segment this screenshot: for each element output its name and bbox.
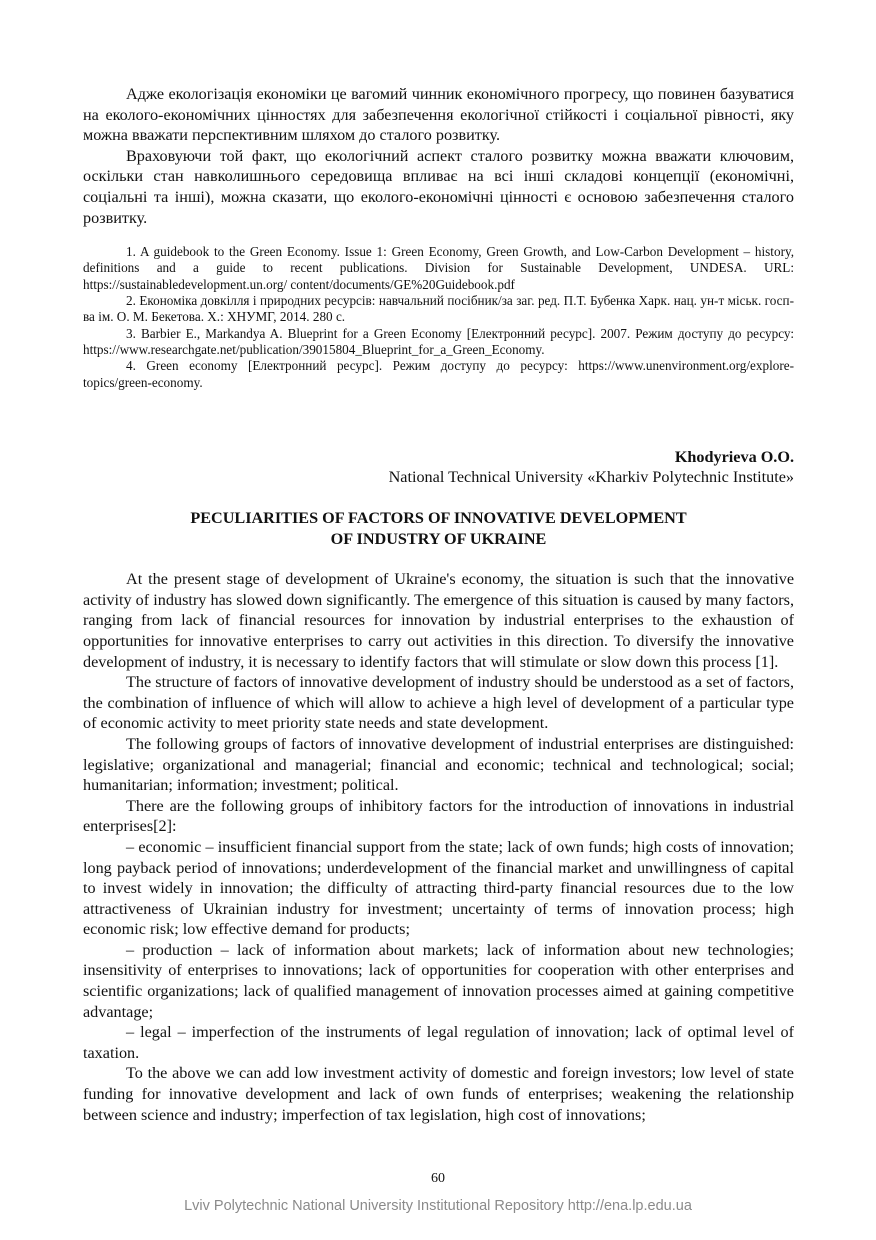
article-paragraph: The following groups of factors of innovative development of industrial enterprises are distinguished: legislative; organizational and managerial; financial and economic; technical and technological; social; humanitarian; information; investment; political.	[83, 734, 794, 795]
intro-paragraph: Адже екологізація економіки це вагомий чинник економічного прогресу, що повинен базуватися на еколого-економічних цінностях для забезпечення екологічної стійкості і соціальної рівності, яку можна вважати перспективним шляхом до сталого розвитку.	[83, 85, 794, 145]
intro-paragraph: Враховуючи той факт, що екологічний аспект сталого розвитку можна вважати ключовим, оскільки стан навколишнього середовища впливає на всі інші складові концепції (економічні, соціальні та інші), можна сказати, що еколого-економічні цінності є основою забезпечення сталого розвитку.	[83, 146, 794, 227]
article-title-line: PECULIARITIES OF FACTORS OF INNOVATIVE DEVELOPMENT	[190, 509, 687, 528]
author-affiliation: National Technical University «Kharkiv Polytechnic Institute»	[388, 468, 794, 487]
author-name: Khodyrieva O.O.	[674, 447, 794, 466]
article-list-item: – legal – imperfection of the instruments of legal regulation of innovation; lack of optimal level of taxation.	[83, 1023, 794, 1062]
article-list-item: – economic – insufficient financial support from the state; lack of own funds; high costs of innovation; long payback period of innovations; underdevelopment of the financial market and unwillingness of capital to invest widely in innovation; the difficulty of attracting third-party financial resources due to the low attractiveness of Ukrainian industry for investment; uncertainty of terms of innovation process; high economic risk; low effective demand for products;	[83, 837, 794, 939]
article-title-line: OF INDUSTRY OF UKRAINE	[330, 529, 547, 548]
reference-item: 1. A guidebook to the Green Economy. Issue 1: Green Economy, Green Growth, and Low-Carbon Development – history, definitions and a guide to recent publications. Division for Sustainable Development, UNDESA. URL: https://sustainabledevelopment.un.org/ content/documents/GE%20Guidebook.pdf	[83, 244, 794, 292]
article-list-item: – production – lack of information about markets; lack of information about new technologies; insensitivity of enterprises to innovations; lack of opportunities for cooperation with other enterprises and scientific organizations; lack of qualified management of innovation processes aimed at gaining competitive advantage;	[83, 940, 794, 1021]
article-title	[83, 508, 794, 549]
author-block	[83, 447, 794, 488]
article-paragraph: At the present stage of development of Ukraine's economy, the situation is such that the innovative activity of industry has slowed down significantly. The emergence of this situation is caused by many factors, ranging from lack of financial resources for innovation by industrial enterprises to the exhaustion of opportunities for innovative enterprises to carry out activities in this direction. To diversify the innovative development of industry, it is necessary to identify factors that will stimulate or slow down this process [1].	[83, 570, 794, 671]
article-paragraph: To the above we can add low investment activity of domestic and foreign investors; low level of state funding for innovative development and lack of own funds of enterprises; weakening the relationship between science and industry; imperfection of tax legislation, high cost of innovations;	[83, 1064, 794, 1124]
page-number: 60	[431, 1171, 445, 1186]
repository-footer: Lviv Polytechnic National University Institutional Repository http://ena.lp.edu.ua	[184, 1198, 692, 1214]
document-page	[83, 84, 794, 1125]
reference-item: 4. Green economy [Електронний ресурс]. Режим доступу до ресурсу: https://www.unenvironment.org/explore-topics/green-economy.	[83, 358, 794, 390]
article-paragraph: The structure of factors of innovative development of industry should be understood as a set of factors, the combination of influence of which will allow to achieve a high level of development of a particular type of economic activity to meet priority state needs and state development.	[83, 673, 794, 733]
article-body	[83, 569, 794, 1125]
reference-item: 3. Barbier E., Markandya A. Blueprint for a Green Economy [Електронний ресурс]. 2007. Режим доступу до ресурсу: https://www.researchgate.net/publication/39015804_Blueprint_for_a_Green_Economy.	[83, 325, 794, 357]
reference-list	[83, 244, 794, 391]
reference-item: 2. Економіка довкілля і природних ресурсів: навчальний посібник/за заг. ред. П.Т. Бубенка Харк. нац. ун-т міськ. госп-ва ім. О. М. Бекетова. Х.: ХНУМГ, 2014. 280 с.	[83, 293, 794, 325]
article-paragraph: There are the following groups of inhibitory factors for the introduction of innovations in industrial enterprises[2]:	[83, 796, 794, 836]
